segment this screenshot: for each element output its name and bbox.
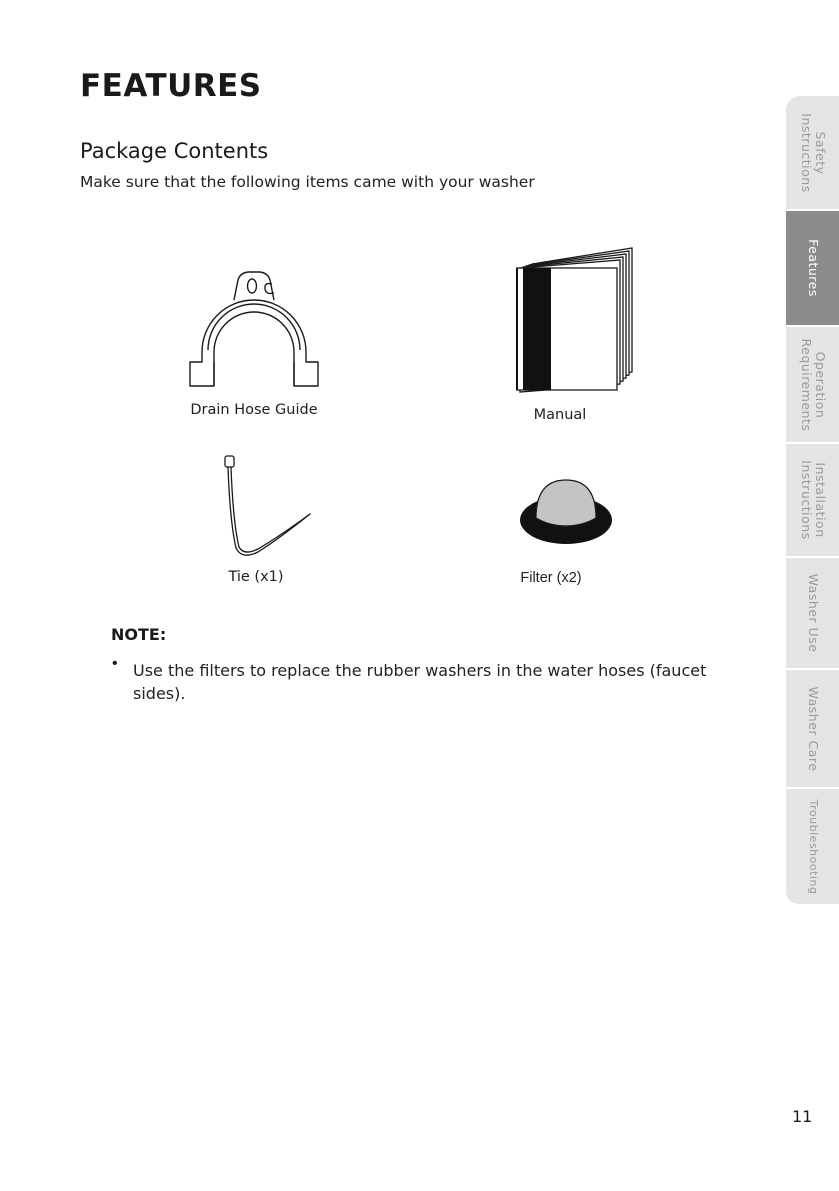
tab-label: Safety Instructions xyxy=(798,112,828,193)
section-title: Package Contents xyxy=(80,139,269,163)
tab-washer-use[interactable] xyxy=(786,558,839,670)
note-text: Use the filters to replace the rubber washers in the water hoses (faucet sides). xyxy=(133,661,707,703)
tab-label: Troubleshooting xyxy=(806,799,820,894)
intro-text: Make sure that the following items came with your washer xyxy=(80,173,535,191)
tab-label: Washer Use xyxy=(805,573,821,653)
note-heading: NOTE: xyxy=(111,625,167,644)
page-number: 11 xyxy=(792,1107,813,1126)
tab-troubleshooting[interactable] xyxy=(786,789,839,906)
item-caption: Tie (x1) xyxy=(228,569,284,585)
manual-icon xyxy=(512,244,638,394)
tab-label: Operation Requirements xyxy=(798,338,828,431)
item-caption: Filter (x2) xyxy=(520,570,582,586)
tab-installation-instructions[interactable] xyxy=(786,444,839,558)
tab-label: Features xyxy=(805,239,821,297)
tab-label: Installation Instructions xyxy=(798,460,828,540)
tab-features[interactable] xyxy=(786,211,839,327)
item-caption: Manual xyxy=(533,407,587,423)
tab-washer-care[interactable] xyxy=(786,670,839,789)
filter-icon xyxy=(518,474,614,546)
bullet-marker: • xyxy=(112,655,118,672)
section-tabs xyxy=(786,96,839,906)
page-title: FEATURES xyxy=(80,68,262,104)
tab-safety-instructions[interactable] xyxy=(786,96,839,211)
item-caption: Drain Hose Guide xyxy=(190,402,318,418)
drain-hose-guide-icon xyxy=(186,264,322,390)
tab-label: Washer Care xyxy=(805,686,821,771)
tie-icon xyxy=(218,452,314,560)
tab-operation-requirements[interactable] xyxy=(786,327,839,444)
